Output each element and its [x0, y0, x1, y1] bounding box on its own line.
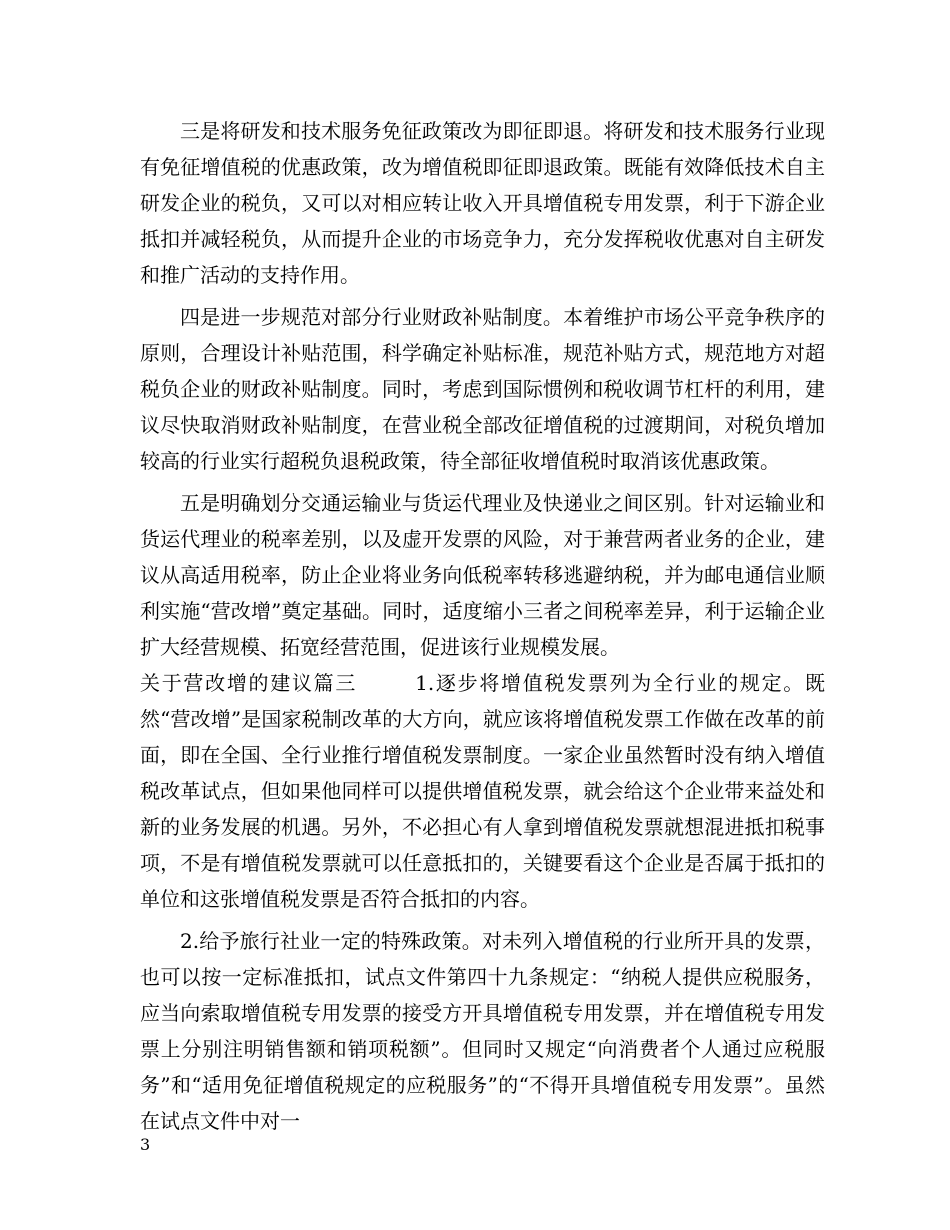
- section-three-second-paragraph: 2.给予旅行社业一定的特殊政策。对未列入增值税的行业所开具的发票，也可以按一定标准抵扣，试点文件第四十九条规定：“纳税人提供应税服务，应当向索取增值税专用发票的接受方开具增值税专用发票，并在增值税专用发票上分别注明销售额和销项税额”。但同时又规定“向消费者个人通过应税服务”和“适用免征增值税规定的应税服务”的“不得开具增值税专用发票”。虽然在试点文件中对一: [140, 929, 825, 1133]
- paragraph-four-fiscal-subsidy: 四是进一步规范对部分行业财政补贴制度。本着维护市场公平竞争秩序的原则，合理设计补贴范围，科学确定补贴标准，规范补贴方式，规范地方对超税负企业的财政补贴制度。同时，考虑到国际惯例和税收调节杠杆的利用，建议尽快取消财政补贴制度，在营业税全部改征增值税的过渡期间，对税负增加较高的行业实行超税负退税政策，待全部征收增值税时取消该优惠政策。: [140, 305, 825, 473]
- section-heading: 关于营改增的建议篇三: [140, 671, 358, 695]
- page-number: 3: [140, 1135, 151, 1154]
- section-first-paragraph-text: 1.逐步将增值税发票列为全行业的规定。既然“营改增”是国家税制改革的大方向，就应该将增值税发票工作做在改革的前面，即在全国、全行业推行增值税发票制度。一家企业虽然暂时没有纳入增值税改革试点，但如果他同样可以提供增值税发票，就会给这个企业带来益处和新的业务发展的机遇。另外，不必担心有人拿到增值税发票就想混进抵扣税事项，不是有增值税发票就可以任意抵扣的，关键要看这个企业是否属于抵扣的单位和这张增值税发票是否符合抵扣的内容。: [140, 671, 825, 911]
- paragraph-three-rd--tax-refund: 三是将研发和技术服务免征政策改为即征即退。将研发和技术服务行业现有免征增值税的优惠政策，改为增值税即征即退政策。既能有效降低技术自主研发企业的税负，又可以对相应转让收入开具增值税专用发票，利于下游企业抵扣并减轻税负，从而提升企业的市场竞争力，充分发挥税收优惠对自主研发和推广活动的支持作用。: [140, 119, 825, 287]
- paragraph-five-transport-logistics: 五是明确划分交通运输业与货运代理业及快递业之间区别。针对运输业和货运代理业的税率差别，以及虚开发票的风险，对于兼营两者业务的企业，建议从高适用税率，防止企业将业务向低税率转移逃避纳税，并为邮电通信业顺利实施“营改增”奠定基础。同时，适度缩小三者之间税率差异，利于运输企业扩大经营规模、拓宽经营范围，促进该行业规模发展。: [140, 491, 825, 659]
- section-three-first-paragraph: [140, 665, 825, 917]
- document-body: [140, 113, 825, 1139]
